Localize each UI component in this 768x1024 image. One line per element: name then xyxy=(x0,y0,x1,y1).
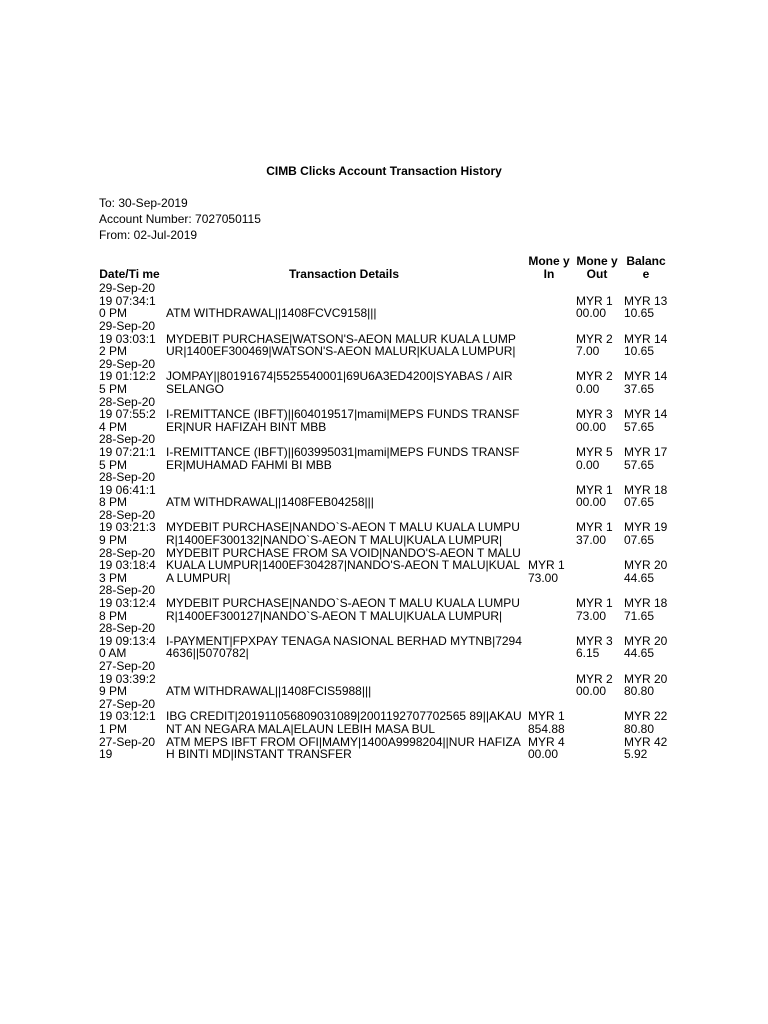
table-row xyxy=(96,358,671,396)
cell-money-out: MYR 300.00 xyxy=(576,407,613,434)
statement-meta xyxy=(99,195,261,244)
cell-balance: MYR 425.92 xyxy=(624,734,668,762)
table-row xyxy=(96,698,671,736)
header-balance: Balanc e xyxy=(626,254,666,281)
cell-money-out: MYR 100.00 xyxy=(576,482,613,510)
page-title: CIMB Clicks Account Transaction History xyxy=(266,164,502,178)
cell-money-in xyxy=(525,509,573,547)
cell-balance: MYR 1410.65 xyxy=(624,331,668,359)
cell-details: I-REMITTANCE (IBFT)||603995031|mami|MEPS FUNDS TRANSFER|MUHAMAD FAHMI BI MBB xyxy=(166,444,520,472)
cell-details: ATM MEPS IBFT FROM OFI|MAMY|1400A9998204||NUR HAFIZAH BINTI MD|INSTANT TRANSFER xyxy=(166,734,521,762)
cell-details: I-REMITTANCE (IBFT)||604019517|mami|MEPS FUNDS TRANSFER|NUR HAFIZAH BINT MBB xyxy=(166,407,520,434)
table-row xyxy=(96,509,671,547)
cell-money-out xyxy=(573,698,621,736)
header-details: Transaction Details xyxy=(288,266,400,281)
cell-money-in xyxy=(525,358,573,396)
cell-money-in xyxy=(525,282,573,320)
cell-datetime: 27-Sep-2019 xyxy=(99,734,156,762)
cell-details: MYDEBIT PURCHASE|NANDO`S-AEON T MALU KUALA LUMPUR|1400EF300127|NANDO`S-AEON T MALU|KUALA LUMPUR| xyxy=(166,596,520,623)
cell-balance: MYR 2080.80 xyxy=(624,671,668,699)
table-row xyxy=(96,320,671,358)
cell-money-out: MYR 36.15 xyxy=(576,633,613,661)
cell-details: IBG CREDIT|201911056809031089|2001192707702565 89||AKAUNT AN NEGARA MALA|ELAUN LEBIH MASA BUL xyxy=(166,709,522,736)
cell-balance: MYR 1757.65 xyxy=(624,444,668,472)
cell-money-in xyxy=(525,584,573,622)
cell-details: ATM WITHDRAWAL||1408FEB04258||| xyxy=(166,495,374,510)
cell-datetime: 28-Sep-2019 07:21:15 PM xyxy=(99,432,156,472)
cell-details: MYDEBIT PURCHASE|WATSON'S-AEON MALUR KUALA LUMPUR|1400EF300469|WATSON'S-AEON MALUR|KUALA LUMPUR| xyxy=(166,331,516,359)
table-row xyxy=(96,660,671,698)
cell-money-in xyxy=(525,396,573,434)
table-row xyxy=(96,471,671,509)
cell-datetime: 28-Sep-2019 07:55:24 PM xyxy=(99,394,156,434)
cell-money-in: MYR 1854.88 xyxy=(528,709,565,736)
table-row xyxy=(96,547,671,585)
cell-datetime: 28-Sep-2019 03:18:43 PM xyxy=(99,545,156,585)
cell-details: ATM WITHDRAWAL||1408FCIS5988||| xyxy=(166,684,372,699)
table-header-row xyxy=(96,255,671,282)
cell-datetime: 28-Sep-2019 03:12:48 PM xyxy=(99,583,156,623)
table-row xyxy=(96,622,671,660)
cell-money-out: MYR 20.00 xyxy=(576,369,613,396)
cell-money-in xyxy=(525,433,573,471)
cell-details: ATM WITHDRAWAL||1408FCVC9158||| xyxy=(166,306,377,321)
cell-money-out: MYR 173.00 xyxy=(576,596,613,623)
header-money-out: Mone y Out xyxy=(576,254,618,281)
cell-money-out: MYR 200.00 xyxy=(576,671,613,699)
cell-balance: MYR 1310.65 xyxy=(624,293,668,321)
header-datetime: Date/Ti me xyxy=(99,266,160,281)
cell-datetime: 29-Sep-2019 07:34:10 PM xyxy=(99,281,156,321)
cell-money-out xyxy=(573,547,621,585)
cell-datetime: 28-Sep-2019 09:13:40 AM xyxy=(99,621,156,661)
cell-datetime: 27-Sep-2019 03:39:29 PM xyxy=(99,659,156,699)
cell-details: JOMPAY||80191674|5525540001|69U6A3ED4200|SYABAS / AIR SELANGO xyxy=(166,369,513,396)
table-row xyxy=(96,736,671,761)
cell-money-out xyxy=(573,736,621,761)
cell-money-in xyxy=(525,471,573,509)
cell-money-in: MYR 400.00 xyxy=(528,734,565,762)
cell-balance: MYR 2044.65 xyxy=(624,633,668,661)
cell-money-out: MYR 137.00 xyxy=(576,520,613,548)
table-row xyxy=(96,396,671,434)
table-row xyxy=(96,282,671,320)
cell-details: I-PAYMENT|FPXPAY TENAGA NASIONAL BERHAD MYTNB|72944636||5070782| xyxy=(166,633,522,661)
table-row xyxy=(96,433,671,471)
cell-money-out: MYR 100.00 xyxy=(576,293,613,321)
cell-money-out: MYR 50.00 xyxy=(576,444,613,472)
cell-balance: MYR 1907.65 xyxy=(624,520,668,548)
cell-datetime: 28-Sep-2019 03:21:39 PM xyxy=(99,507,156,548)
cell-balance: MYR 1871.65 xyxy=(624,596,668,623)
table-row xyxy=(96,584,671,622)
to-date: To: 30-Sep-2019 xyxy=(99,196,188,210)
cell-money-in xyxy=(525,320,573,358)
from-date: From: 02-Jul-2019 xyxy=(99,228,198,243)
cell-datetime: 29-Sep-2019 01:12:25 PM xyxy=(99,356,156,396)
header-money-in: Mone y In xyxy=(528,254,570,281)
cell-money-in xyxy=(525,622,573,660)
cell-money-in: MYR 173.00 xyxy=(528,558,565,585)
cell-balance: MYR 1437.65 xyxy=(624,369,668,396)
cell-datetime: 28-Sep-2019 06:41:18 PM xyxy=(99,470,156,510)
cell-money-in xyxy=(525,660,573,698)
cell-money-out: MYR 27.00 xyxy=(576,331,613,359)
cell-datetime: 27-Sep-2019 03:12:11 PM xyxy=(99,696,156,736)
cell-balance: MYR 2280.80 xyxy=(624,709,668,736)
cell-balance: MYR 1457.65 xyxy=(624,407,668,434)
cell-datetime: 29-Sep-2019 03:03:12 PM xyxy=(99,318,156,359)
cell-balance: MYR 1807.65 xyxy=(624,482,668,510)
cell-details: MYDEBIT PURCHASE|NANDO`S-AEON T MALU KUALA LUMPUR|1400EF300132|NANDO`S-AEON T MALU|KUALA LUMPUR| xyxy=(166,520,520,548)
cell-details: MYDEBIT PURCHASE FROM SA VOID|NANDO'S-AEON T MALU KUALA LUMPUR|1400EF304287|NANDO'S-AEON T MALU|KUALA LUMPUR| xyxy=(166,545,521,585)
transaction-table xyxy=(96,255,671,761)
account-number: Account Number: 7027050115 xyxy=(99,212,261,227)
cell-balance: MYR 2044.65 xyxy=(624,558,668,585)
